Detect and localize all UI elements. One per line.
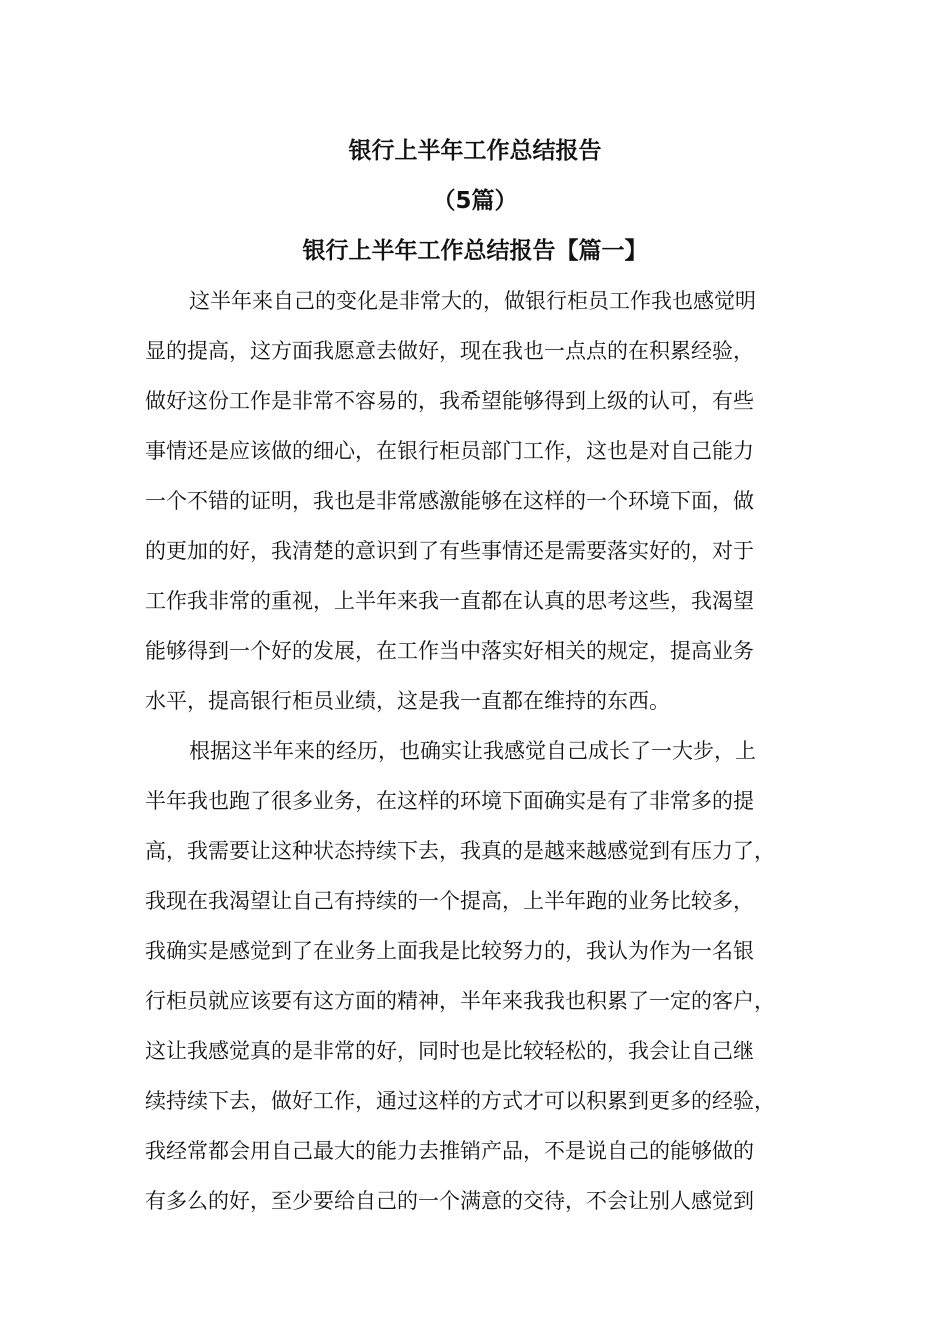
text-line: 我确实是感觉到了在业务上面我是比较努力的，我认为作为一名银	[145, 939, 754, 963]
paragraph	[145, 734, 835, 1234]
text-line: 能够得到一个好的发展，在工作当中落实好相关的规定，提高业务	[145, 639, 754, 663]
text-line: 行柜员就应该要有这方面的精神，半年来我我也积累了一定的客户，	[145, 989, 775, 1013]
document-subtitle: （5篇）	[432, 188, 518, 214]
text-line: 半年我也跑了很多业务，在这样的环境下面确实是有了非常多的提	[145, 789, 754, 813]
text-line: 做好这份工作是非常不容易的，我希望能够得到上级的认可，有些	[145, 389, 754, 413]
text-line: 一个不错的证明，我也是非常感激能够在这样的一个环境下面，做	[145, 489, 754, 513]
text-line: 有多么的好，至少要给自己的一个满意的交待，不会让别人感觉到	[145, 1189, 754, 1213]
text-line: 这半年来自己的变化是非常大的，做银行柜员工作我也感觉明	[189, 289, 756, 313]
text-line: 事情还是应该做的细心，在银行柜员部门工作，这也是对自己能力	[145, 439, 754, 463]
text-line: 的更加的好，我清楚的意识到了有些事情还是需要落实好的，对于	[145, 539, 754, 563]
document-title: 银行上半年工作总结报告	[348, 138, 602, 164]
paragraph	[145, 284, 835, 734]
text-line: 我经常都会用自己最大的能力去推销产品，不是说自己的能够做的	[145, 1139, 754, 1163]
text-line: 续持续下去，做好工作，通过这样的方式才可以积累到更多的经验，	[145, 1089, 775, 1113]
section-heading: 银行上半年工作总结报告【篇一】	[302, 238, 648, 264]
text-line: 我现在我渴望让自己有持续的一个提高，上半年跑的业务比较多，	[145, 889, 754, 913]
text-line: 水平，提高银行柜员业绩，这是我一直都在维持的东西。	[145, 689, 670, 713]
text-line: 工作我非常的重视，上半年来我一直都在认真的思考这些，我渴望	[145, 589, 754, 613]
text-line: 高，我需要让这种状态持续下去，我真的是越来越感觉到有压力了，	[145, 839, 775, 863]
document-body	[145, 284, 835, 1234]
text-line: 这让我感觉真的是非常的好，同时也是比较轻松的，我会让自己继	[145, 1039, 754, 1063]
text-line: 根据这半年来的经历，也确实让我感觉自己成长了一大步，上	[189, 739, 756, 763]
text-line: 显的提高，这方面我愿意去做好，现在我也一点点的在积累经验，	[145, 339, 754, 363]
